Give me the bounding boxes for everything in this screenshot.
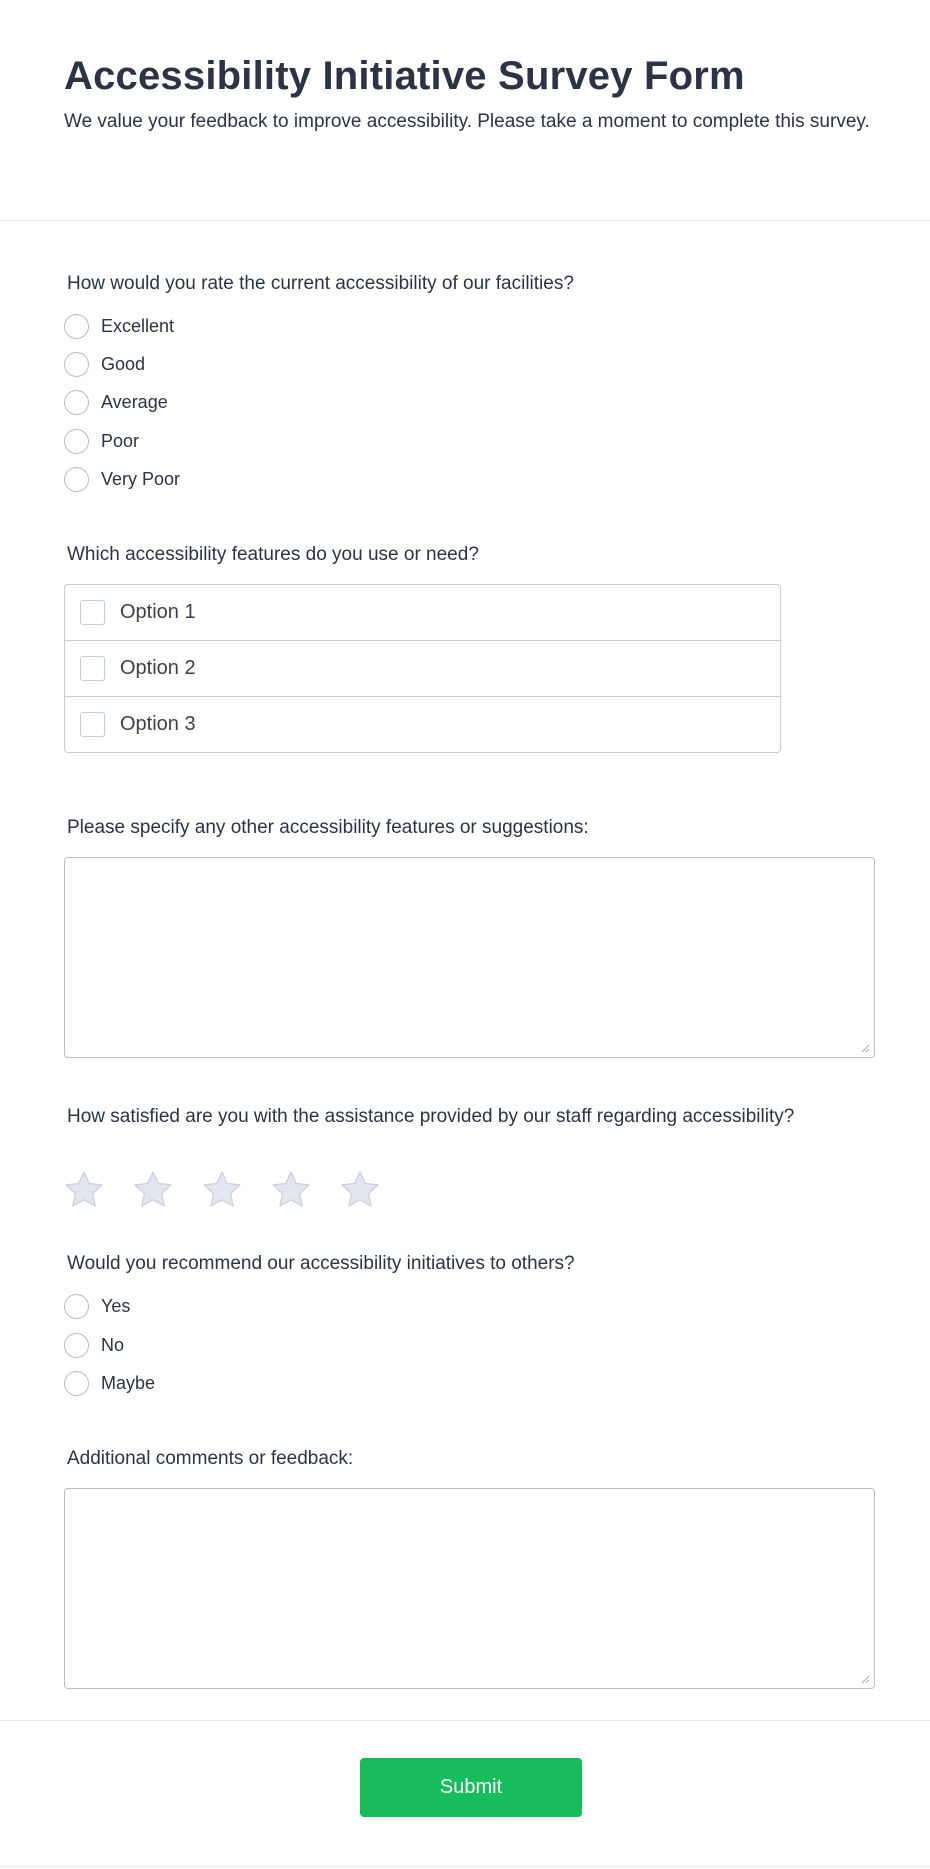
radio-button[interactable]	[64, 390, 89, 415]
question-label-staff-satisfaction: How satisfied are you with the assistance provided by our staff regarding accessibility?	[67, 1106, 795, 1127]
checkbox-label: Option 3	[120, 713, 196, 735]
radio-label: Maybe	[101, 1372, 156, 1393]
radio-label: Yes	[101, 1295, 131, 1316]
star-icon[interactable]	[64, 1170, 104, 1210]
radio-label: Average	[101, 391, 168, 412]
radio-button[interactable]	[64, 352, 89, 377]
radio-label: No	[101, 1334, 125, 1355]
question-label-additional-comments: Additional comments or feedback:	[67, 1448, 354, 1469]
radio-button[interactable]	[64, 1371, 89, 1396]
radio-button[interactable]	[64, 1294, 89, 1319]
checkbox[interactable]	[80, 712, 105, 737]
radio-button[interactable]	[64, 314, 89, 339]
radio-label: Poor	[101, 430, 140, 451]
star-icon[interactable]	[340, 1170, 380, 1210]
form-header	[0, 0, 930, 221]
radio-button[interactable]	[64, 429, 89, 454]
checkbox[interactable]	[80, 600, 105, 625]
radio-button[interactable]	[64, 1333, 89, 1358]
checkbox-option-3[interactable]	[65, 697, 780, 752]
form-subtitle: We value your feedback to improve accessibility. Please take a moment to complete this survey.	[64, 111, 870, 132]
features-checkbox-table	[64, 584, 781, 753]
radio-label: Excellent	[101, 315, 175, 336]
star-icon[interactable]	[202, 1170, 242, 1210]
radio-option-good[interactable]	[64, 351, 145, 377]
question-label-suggestions: Please specify any other accessibility features or suggestions:	[67, 817, 589, 838]
radio-option-yes[interactable]	[64, 1293, 130, 1319]
radio-option-no[interactable]	[64, 1332, 124, 1358]
radio-option-maybe[interactable]	[64, 1370, 155, 1396]
question-label-features: Which accessibility features do you use or need?	[67, 544, 479, 565]
checkbox-label: Option 1	[120, 601, 196, 623]
comments-textarea[interactable]	[64, 1488, 875, 1689]
question-label-facility-rating: How would you rate the current accessibility of our facilities?	[67, 273, 574, 294]
suggestions-textarea[interactable]	[64, 857, 875, 1058]
submit-button[interactable]: Submit	[360, 1758, 582, 1817]
radio-option-average[interactable]	[64, 389, 168, 415]
checkbox-option-1[interactable]	[65, 585, 780, 641]
resize-grip-icon[interactable]	[860, 1043, 870, 1053]
question-label-recommend: Would you recommend our accessibility initiatives to others?	[67, 1253, 575, 1274]
radio-label: Very Poor	[101, 468, 181, 489]
radio-option-very-poor[interactable]	[64, 466, 180, 492]
radio-label: Good	[101, 353, 146, 374]
star-rating	[64, 1170, 409, 1210]
form-footer	[0, 1720, 930, 1865]
checkbox-option-2[interactable]	[65, 641, 780, 697]
form-title: Accessibility Initiative Survey Form	[64, 54, 745, 98]
star-icon[interactable]	[271, 1170, 311, 1210]
radio-option-poor[interactable]	[64, 428, 139, 454]
radio-button[interactable]	[64, 467, 89, 492]
resize-grip-icon[interactable]	[860, 1674, 870, 1684]
radio-option-excellent[interactable]	[64, 313, 174, 339]
checkbox-label: Option 2	[120, 657, 196, 679]
star-icon[interactable]	[133, 1170, 173, 1210]
checkbox[interactable]	[80, 656, 105, 681]
